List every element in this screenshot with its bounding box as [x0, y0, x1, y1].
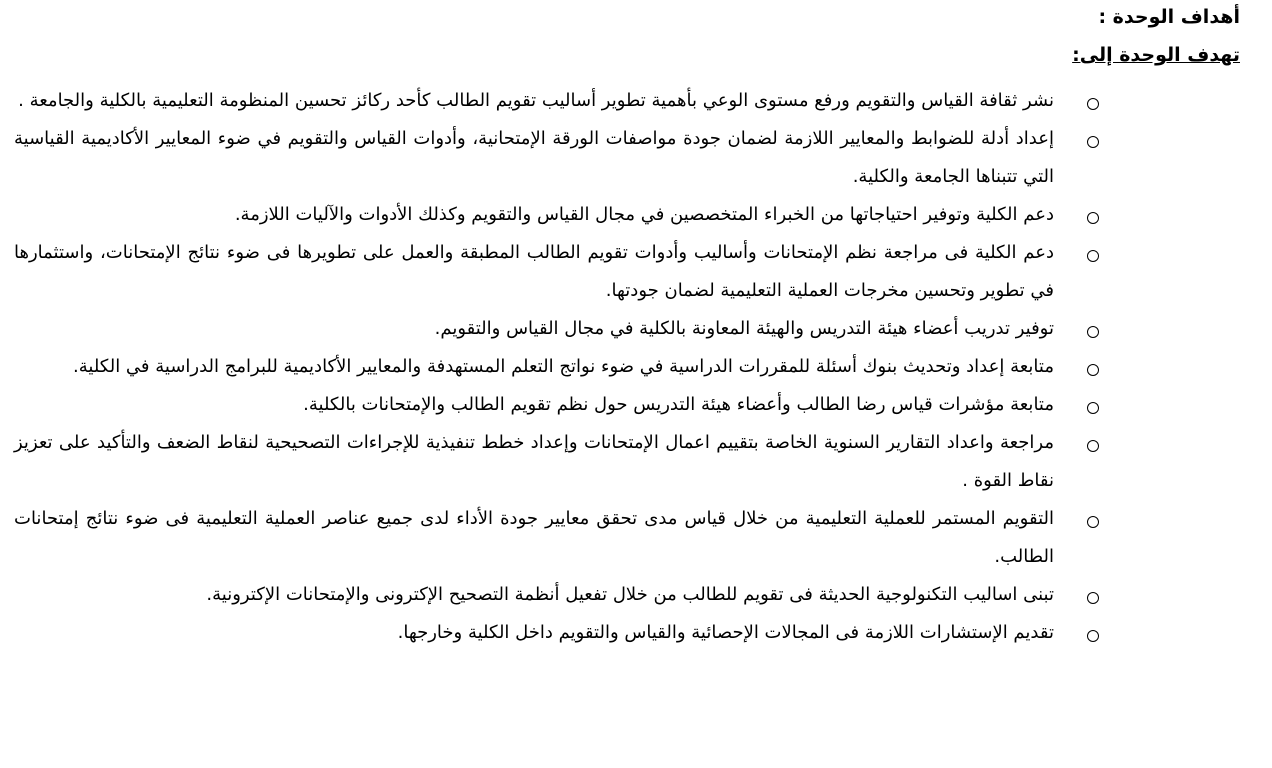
list-item	[0, 82, 1272, 120]
goal-text: تقديم الإستشارات اللازمة فى المجالات الإحصائية والقياس والتقويم داخل الكلية وخارجها.	[397, 622, 1054, 643]
goal-text: توفير تدريب أعضاء هيئة التدريس والهيئة المعاونة بالكلية في مجال القياس والتقويم.	[434, 318, 1054, 339]
circle-bullet-icon	[1086, 500, 1100, 538]
list-item	[0, 348, 1272, 386]
section-subheading: تهدف الوحدة إلى:	[1072, 44, 1240, 66]
goal-text: نشر ثقافة القياس والتقويم ورفع مستوى الوعي بأهمية تطوير أساليب تقويم الطالب كأحد ركائز تحسين المنظومة التعليمية بالكلية والجامعة .	[18, 90, 1054, 111]
list-item	[0, 234, 1272, 310]
list-item	[0, 614, 1272, 652]
list-item	[0, 386, 1272, 424]
circle-bullet-icon	[1086, 310, 1100, 348]
circle-bullet-icon	[1086, 196, 1100, 234]
list-item	[0, 120, 1272, 196]
circle-bullet-icon	[1086, 348, 1100, 386]
list-item	[0, 310, 1272, 348]
circle-bullet-icon	[1086, 120, 1100, 158]
circle-bullet-icon	[1086, 386, 1100, 424]
goal-text: مراجعة واعداد التقارير السنوية الخاصة بتقييم اعمال الإمتحانات وإعداد خطط تنفيذية للإجراءات التصحيحية لنقاط الضعف والتأكيد على تعزيز نقاط القوة .	[14, 432, 1054, 491]
circle-bullet-icon	[1086, 614, 1100, 652]
list-item	[0, 196, 1272, 234]
goals-list	[0, 82, 1272, 652]
goal-text: إعداد أدلة للضوابط والمعايير اللازمة لضمان جودة مواصفات الورقة الإمتحانية، وأدوات القياس والتقويم في ضوء المعايير الأكاديمية القياسية التي تتبناها الجامعة والكلية.	[14, 128, 1054, 187]
goal-text: تبنى اساليب التكنولوجية الحديثة فى تقويم للطالب من خلال تفعيل أنظمة التصحيح الإكترونى والإمتحانات الإكترونية.	[206, 584, 1054, 605]
goal-text: متابعة مؤشرات قياس رضا الطالب وأعضاء هيئة التدريس حول نظم تقويم الطالب والإمتحانات بالكلية.	[303, 394, 1054, 415]
goal-text: دعم الكلية وتوفير احتياجاتها من الخبراء المتخصصين في مجال القياس والتقويم وكذلك الأدوات والآليات اللازمة.	[234, 204, 1054, 225]
goal-text: متابعة إعداد وتحديث بنوك أسئلة للمقررات الدراسية في ضوء نواتج التعلم المستهدفة والمعايير الأكاديمية للبرامج الدراسية في الكلية.	[73, 356, 1054, 377]
circle-bullet-icon	[1086, 234, 1100, 272]
list-item	[0, 424, 1272, 500]
list-item	[0, 500, 1272, 576]
circle-bullet-icon	[1086, 424, 1100, 462]
list-item	[0, 576, 1272, 614]
circle-bullet-icon	[1086, 576, 1100, 614]
circle-bullet-icon	[1086, 82, 1100, 120]
goal-text: التقويم المستمر للعملية التعليمية من خلال قياس مدى تحقق معايير جودة الأداء لدى جميع عناصر العملية التعليمية فى ضوء نتائج إمتحانات الطالب.	[14, 508, 1054, 567]
goal-text: دعم الكلية فى مراجعة نظم الإمتحانات وأساليب وأدوات تقويم الطالب المطبقة والعمل على تطويرها فى ضوء نتائج الإمتحانات، واستثمارها في تطوير وتحسين مخرجات العملية التعليمية لضمان جودتها.	[14, 242, 1054, 301]
section-heading: أهداف الوحدة :	[1098, 6, 1240, 28]
